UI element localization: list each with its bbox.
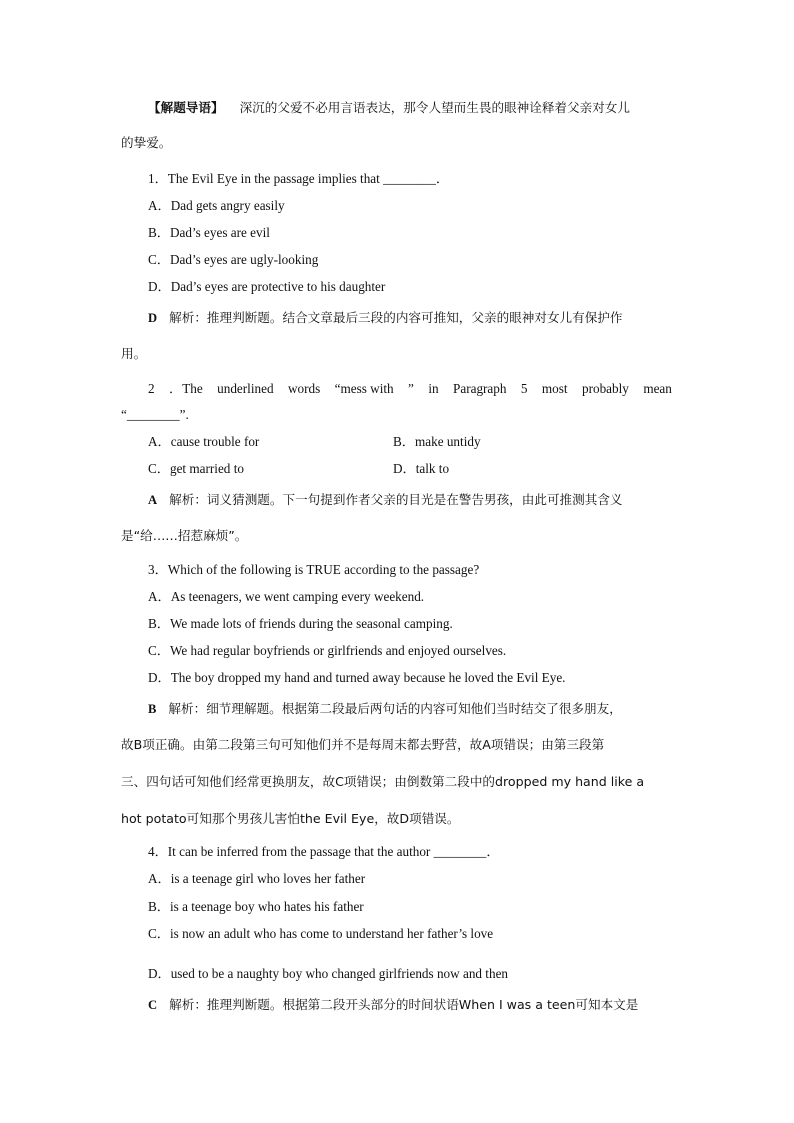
question-3-analysis-line1: 解析：细节理解题。根据第二段最后两句话的内容可知他们当时结交了很多朋友， (168, 701, 622, 716)
guide-paragraph (148, 99, 630, 117)
question-2-analysis (148, 491, 623, 509)
guide-text-line1: 深沉的父爱不必用言语表达，那令人望而生畏的眼神诠释着父亲对女儿 (239, 100, 630, 115)
question-2-analysis-line2: 是“给……招惹麻烦”。 (121, 528, 248, 543)
question-3-option-a: A．As teenagers, we went camping every weekend. (148, 589, 425, 604)
guide-text-line2: 的挚爱。 (121, 135, 172, 150)
question-3-analysis-line2: 故B项正确。由第二段第三句可知他们并不是每周末都去野营，故A项错误；由第三段第 (121, 737, 605, 752)
question-4-option-c: C．is now an adult who has come to understand her father’s love (148, 926, 494, 941)
question-1-stem: 1．The Evil Eye in the passage implies that ________． (148, 171, 450, 186)
question-1-option-b: B．Dad’s eyes are evil (148, 225, 270, 240)
q2-word: in (428, 381, 439, 396)
question-4-analysis-line1: 解析：推理判断题。根据第二段开头部分的时间状语When I was a teen可知本文是 (169, 997, 639, 1012)
question-1-analysis-line2: 用。 (121, 346, 147, 361)
question-3-analysis-line3: 三、四句话可知他们经常更换朋友，故C项错误；由倒数第二段中的dropped my hand like a (121, 774, 645, 789)
q2-word: 5 (520, 381, 528, 396)
question-1-analysis (148, 309, 623, 327)
question-4-answer: C (148, 998, 158, 1012)
question-1-option-a: A．Dad gets angry easily (148, 198, 285, 213)
q2-word: underlined (217, 381, 274, 396)
question-4-stem: 4．It can be inferred from the passage that the author ________． (148, 844, 500, 859)
q2-word: mean (643, 381, 672, 396)
guide-label: 【解题导语】 (148, 100, 224, 115)
q2-word: ” (408, 381, 414, 396)
q2-word: Paragraph (453, 381, 507, 396)
q2-word: words (287, 381, 321, 396)
question-3-stem: 3．Which of the following is TRUE according to the passage? (148, 562, 480, 577)
question-3-option-b: B．We made lots of friends during the seasonal camping. (148, 616, 453, 631)
q2-word: most (541, 381, 568, 396)
question-4-analysis (148, 996, 638, 1014)
question-2-analysis-line1: 解析：词义猜测题。下一句提到作者父亲的目光是在警告男孩，由此可推测其含义 (169, 492, 623, 507)
question-2-stem-line2: “________”. (121, 407, 189, 422)
question-2-option-c: C．get married to (148, 461, 244, 476)
q2-word: probably (582, 381, 629, 396)
question-4-option-d: D．used to be a naughty boy who changed girlfriends now and then (148, 966, 509, 981)
question-1-analysis-line1: 解析：推理判断题。结合文章最后三段的内容可推知，父亲的眼神对女儿有保护作 (169, 310, 623, 325)
question-1-answer: D (148, 311, 158, 325)
question-3-option-c: C．We had regular boyfriends or girlfriends and enjoyed ourselves. (148, 643, 507, 658)
question-2-option-b: B．make untidy (393, 434, 481, 449)
q2-word: ．The (169, 381, 203, 396)
question-1-option-d: D．Dad’s eyes are protective to his daughter (148, 279, 386, 294)
question-2-answer: A (148, 493, 158, 507)
question-1-option-c: C．Dad’s eyes are ugly-looking (148, 252, 319, 267)
question-3-option-d: D．The boy dropped my hand and turned away because he loved the Evil Eye. (148, 670, 566, 685)
question-3-answer: B (148, 702, 157, 716)
question-3-analysis-line4: hot potato可知那个男孩儿害怕the Evil Eye，故D项错误。 (121, 811, 460, 826)
question-2-option-d: D．talk to (393, 461, 450, 476)
question-2-stem-line1 (148, 380, 672, 398)
question-4-option-a: A．is a teenage girl who loves her father (148, 871, 366, 886)
question-3-analysis (148, 700, 622, 718)
q2-word: 2 (148, 381, 155, 396)
question-4-option-b: B．is a teenage boy who hates his father (148, 899, 364, 914)
question-2-option-a: A．cause trouble for (148, 434, 260, 449)
q2-word: “mess with (334, 381, 394, 396)
